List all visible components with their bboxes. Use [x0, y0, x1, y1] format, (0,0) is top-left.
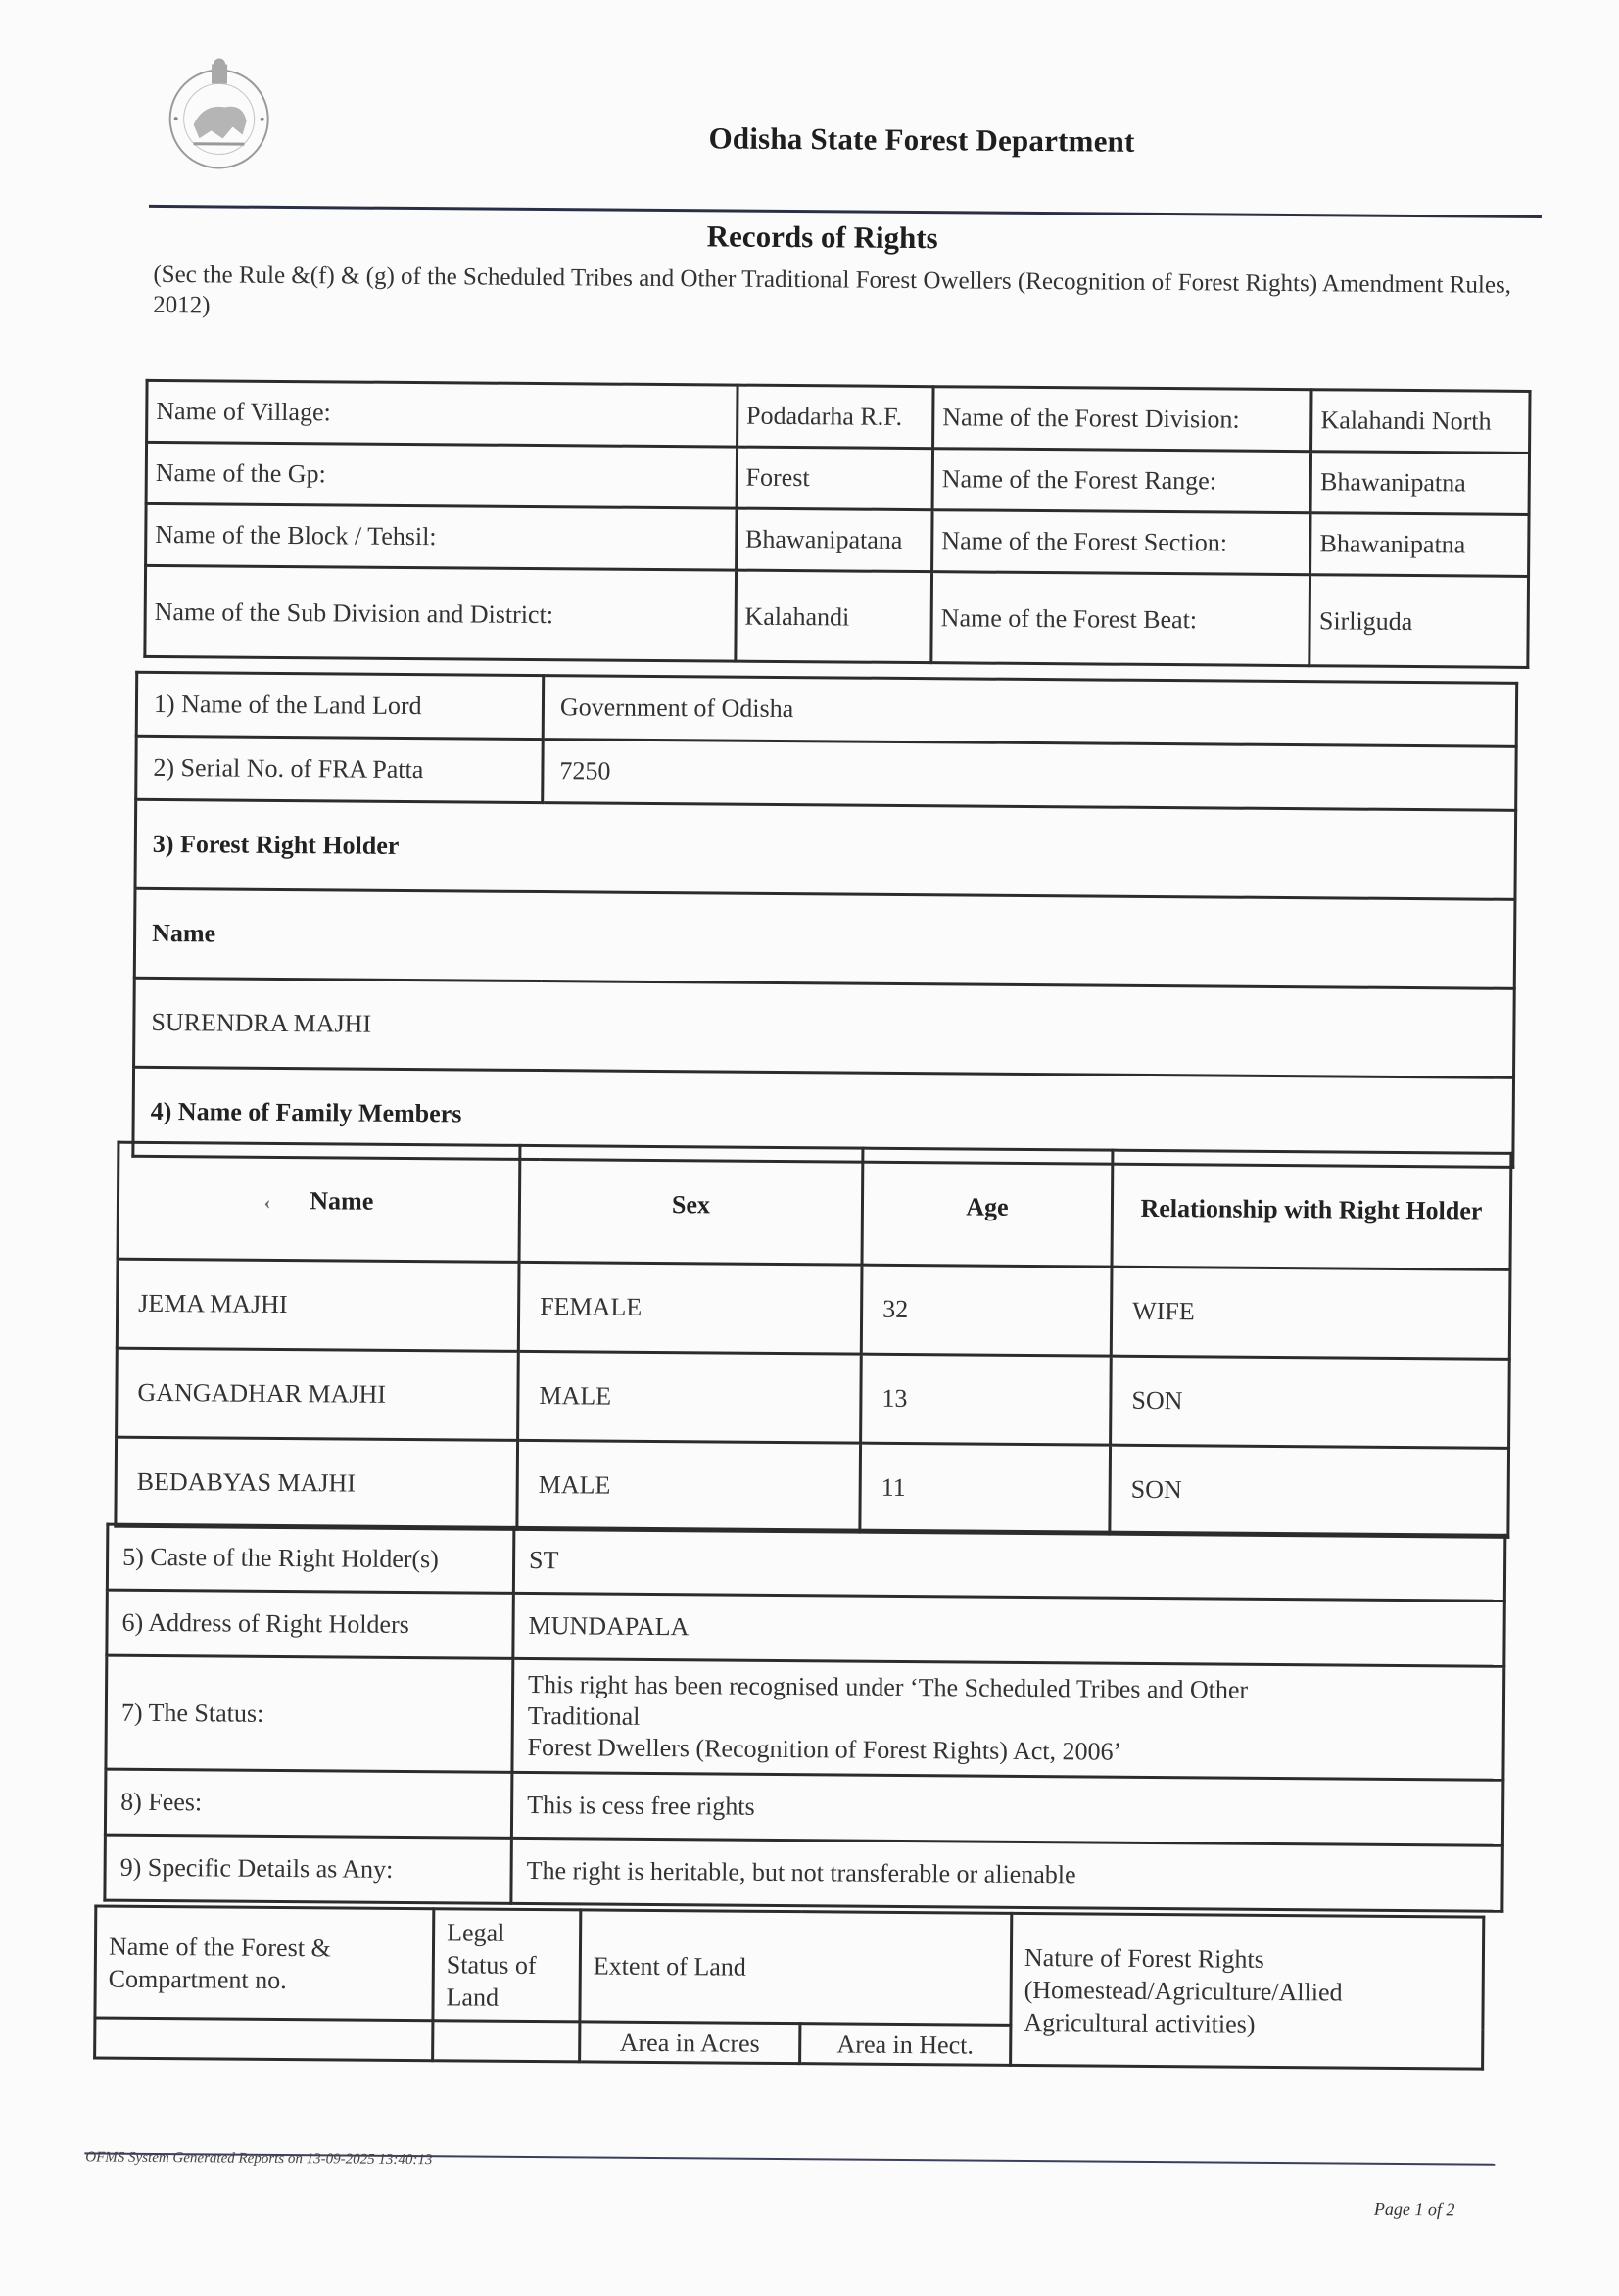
location-table — [143, 379, 1531, 669]
forest-range-label: Name of the Forest Range: — [932, 449, 1311, 513]
odisha-state-emblem-icon — [164, 56, 274, 176]
subdivision-label: Name of the Sub Division and District: — [145, 565, 737, 661]
fees-value: This is cess free rights — [511, 1772, 1502, 1845]
table-row — [105, 1835, 1502, 1911]
table-row — [95, 1906, 1484, 2029]
serial-label: 2) Serial No. of FRA Patta — [136, 736, 543, 802]
family-members-table — [114, 1141, 1512, 1539]
caste-value: ST — [513, 1527, 1504, 1601]
member-relation: SON — [1111, 1356, 1510, 1448]
column-header-extent: Extent of Land — [580, 1910, 1012, 2025]
fees-label: 8) Fees: — [105, 1769, 512, 1838]
village-value: Podadarha R.F. — [737, 385, 933, 449]
page-number: Page 1 of 2 — [1373, 2198, 1455, 2220]
column-header-legal-status: Legal Status of Land — [433, 1909, 581, 2022]
section-forest-right-holder: 3) Forest Right Holder — [135, 799, 1516, 899]
status-line: This right has been recognised under ‘The Scheduled Tribes and Other — [528, 1669, 1249, 1704]
table-row — [147, 380, 1530, 453]
table-row — [136, 736, 1516, 810]
gp-value: Forest — [737, 447, 933, 510]
status-line: Traditional — [527, 1700, 641, 1731]
header-divider — [149, 205, 1542, 218]
generated-timestamp: OFMS System Generated Reports on 13-09-2025 13:40:13 — [85, 2149, 433, 2169]
table-row — [136, 672, 1516, 746]
forest-division-label: Name of the Forest Division: — [933, 387, 1312, 452]
column-header-forest-compartment: Name of the Forest & Compartment no. — [95, 1906, 434, 2021]
document-subtitle: (Sec the Rule &(f) & (g) of the Scheduled Tribes and Other Traditional Forest Owellers (Recognition of Forest Rights) Amendment Rules, 2012) — [153, 261, 1512, 319]
column-header-area-acres: Area in Acres — [580, 2022, 800, 2064]
land-lord-label: 1) Name of the Land Lord — [136, 672, 543, 739]
member-age: 13 — [861, 1354, 1112, 1445]
table-row — [107, 1590, 1504, 1666]
section-family-members: 4) Name of Family Members — [133, 1067, 1514, 1167]
member-age: 11 — [860, 1443, 1111, 1534]
table-row — [117, 1259, 1510, 1359]
table-row — [106, 1655, 1504, 1780]
column-header-relationship: Relationship with Right Holder — [1112, 1150, 1511, 1269]
forest-compartment-cell — [95, 2018, 433, 2061]
document-title: Records of Rights — [706, 218, 938, 256]
member-name: JEMA MAJHI — [117, 1259, 519, 1351]
forest-section-label: Name of the Forest Section: — [932, 510, 1311, 575]
address-label: 6) Address of Right Holders — [107, 1590, 514, 1658]
table-row — [134, 978, 1515, 1077]
table-row — [134, 888, 1515, 988]
table-row — [117, 1348, 1510, 1448]
member-name: GANGADHAR MAJHI — [117, 1348, 519, 1440]
forest-section-value: Bhawanipatna — [1310, 513, 1529, 577]
caste-label: 5) Caste of the Right Holder(s) — [107, 1524, 514, 1593]
member-sex: FEMALE — [518, 1262, 862, 1354]
forest-division-value: Kalahandi North — [1311, 390, 1530, 454]
member-name: BEDABYAS MAJHI — [116, 1437, 518, 1529]
member-relation: WIFE — [1111, 1267, 1510, 1359]
holder-name-value: SURENDRA MAJHI — [134, 978, 1515, 1077]
forest-range-value: Bhawanipatna — [1310, 452, 1529, 515]
holder-table — [131, 671, 1518, 1169]
specific-details-value: The right is heritable, but not transferable or alienable — [511, 1838, 1502, 1911]
column-header-name-label: Name — [310, 1186, 374, 1216]
land-table — [93, 1904, 1485, 2070]
land-lord-value: Government of Odisha — [543, 676, 1516, 747]
column-header-age: Age — [862, 1148, 1113, 1267]
status-label: 7) The Status: — [106, 1655, 513, 1772]
table-row — [146, 442, 1529, 514]
table-row — [105, 1769, 1502, 1845]
details-table — [103, 1523, 1506, 1913]
block-value: Bhawanipatana — [736, 508, 932, 572]
member-sex: MALE — [517, 1440, 861, 1532]
status-value — [512, 1658, 1504, 1780]
table-header-row — [118, 1142, 1511, 1269]
gp-label: Name of the Gp: — [146, 442, 737, 508]
mark-icon: ‹ — [263, 1191, 271, 1214]
member-age: 32 — [861, 1265, 1112, 1356]
serial-value: 7250 — [543, 740, 1516, 811]
status-line: Forest Dwellers (Recognition of Forest Rights) Act, 2006’ — [527, 1732, 1122, 1766]
subdivision-value: Kalahandi — [736, 570, 932, 663]
column-header-name — [118, 1142, 520, 1262]
block-label: Name of the Block / Tehsil: — [146, 503, 737, 570]
forest-beat-label: Name of the Forest Beat: — [931, 572, 1310, 666]
table-row — [107, 1524, 1504, 1601]
village-label: Name of Village: — [147, 380, 738, 447]
table-row — [135, 799, 1516, 899]
forest-beat-value: Sirliguda — [1309, 575, 1528, 668]
specific-details-label: 9) Specific Details as Any: — [105, 1835, 512, 1903]
table-row — [146, 503, 1529, 576]
column-header-nature-of-rights: Nature of Forest Rights (Homestead/Agriculture/Allied Agricultural activities) — [1011, 1913, 1484, 2069]
table-row — [116, 1437, 1509, 1537]
legal-status-cell — [433, 2021, 580, 2062]
member-relation: SON — [1110, 1445, 1509, 1537]
address-value: MUNDAPALA — [513, 1593, 1504, 1666]
column-header-sex: Sex — [519, 1145, 863, 1265]
column-header-area-hect: Area in Hect. — [800, 2024, 1011, 2066]
department-name: Odisha State Forest Department — [708, 120, 1135, 159]
member-sex: MALE — [518, 1351, 862, 1443]
table-row — [145, 565, 1529, 667]
holder-name-label: Name — [134, 888, 1515, 988]
